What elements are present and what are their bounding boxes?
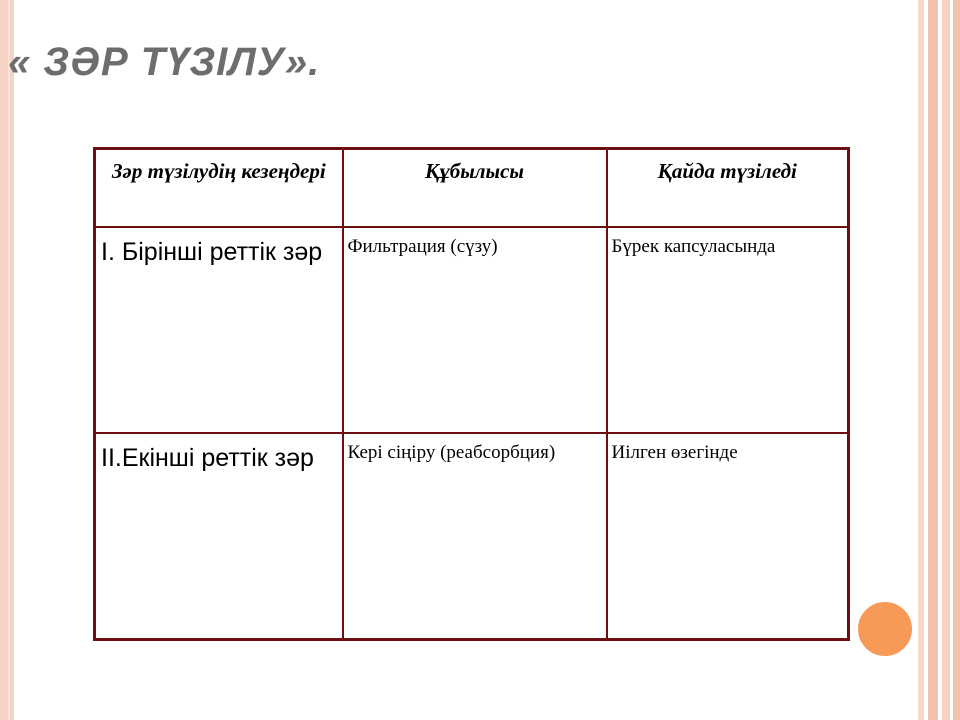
place-cell [607,433,849,640]
header-cell-place [607,149,849,228]
urine-formation-table [93,147,850,641]
stripe [942,0,950,720]
table-header-row [95,149,849,228]
stage-cell [95,227,343,433]
table-row [95,433,849,640]
place-text: Бүрек капсуласында [611,236,776,257]
left-decorative-border [0,0,14,720]
process-cell [343,433,607,640]
stage-text: ІІ.Екінші реттік зәр [101,444,314,472]
table-row [95,227,849,433]
slide-title: « ЗӘР ТҮЗІЛУ». [8,40,321,84]
header-label: Зәр түзілудің кезеңдері [111,159,326,183]
process-text: Кері сіңіру (реабсорбция) [347,442,556,463]
stripe [928,0,938,720]
header-label: Құбылысы [424,159,525,183]
left-border-inner-line [8,0,10,720]
place-cell [607,227,849,433]
orange-circle-decoration [856,600,914,658]
right-decorative-stripes [918,0,960,720]
place-text: Иілген өзегінде [611,442,738,463]
process-cell [343,227,607,433]
header-label: Қайда түзіледі [657,159,797,183]
process-text: Фильтрация (сүзу) [347,236,498,257]
header-cell-process [343,149,607,228]
stage-text: І. Бірінші реттік зәр [101,238,323,266]
header-cell-stages [95,149,343,228]
stage-cell [95,433,343,640]
stripe [953,0,960,720]
